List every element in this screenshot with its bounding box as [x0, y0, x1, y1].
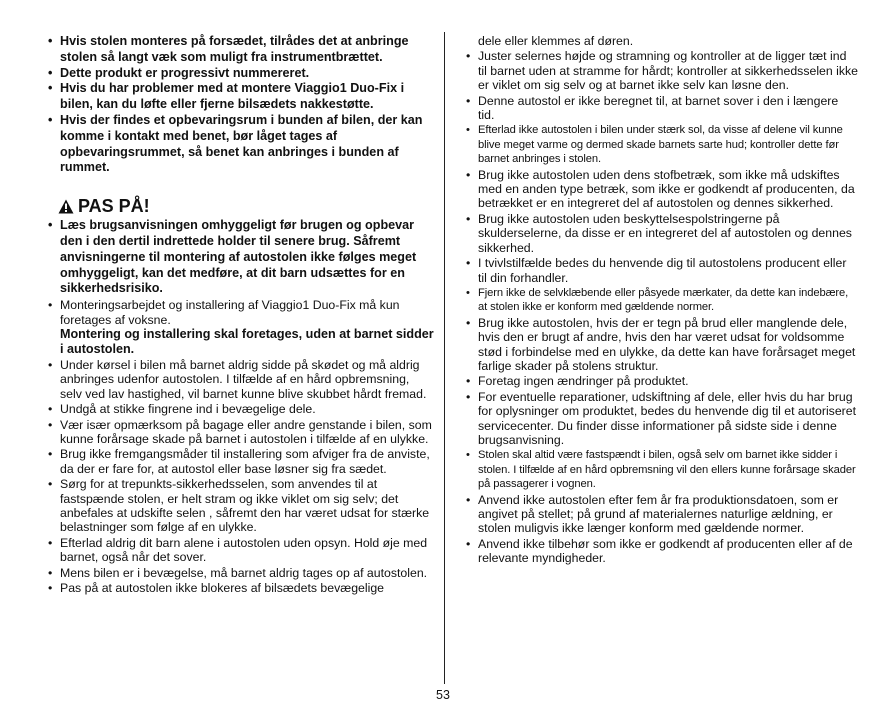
list-item: • Hvis du har problemer med at montere Viaggio1 Duo-Fix i bilen, kan du løfte eller fjerne bilsædets nakkestøtte. [48, 81, 434, 113]
right-list [466, 49, 858, 565]
list-item: • Anvend ikke autostolen efter fem år fra produktionsdatoen, som er angivet på stellet; på grund af materialernes naturlige ældning, er stolen muligvis ikke længer konform med gældende normer. [466, 493, 858, 536]
list-item: • Brug ikke autostolen uden beskyttelsespolstringerne på skulderselerne, da disse er en integreret del af autostolen og dennes sikkerhed. [466, 212, 858, 255]
list-item: • Stolen skal altid være fastspændt i bilen, også selv om barnet ikke sidder i stolen. I tilfælde af en hård opbremsning vil den ellers kunne forårsage skader på passagerer i vognen. [466, 448, 858, 491]
list-item [48, 298, 434, 357]
warning-title: PAS PÅ! [78, 196, 150, 217]
list-item: • Brug ikke fremgangsmåder til installering som afviger fra de anviste, da der er fare for, at autostol eller base løsner sig fra sædet. [48, 447, 434, 476]
list-item: • Juster selernes højde og stramning og kontroller at de ligger tæt ind til barnet uden at stramme for hårdt; kontroller at sikkerhedsselen ikke er viklet om sig selv og at barnet ikke selv kan løsne den. [466, 49, 858, 92]
page-number: 53 [436, 688, 450, 702]
warning-bold-text: Montering og installering skal foretages, uden at barnet sidder i autostolen. [60, 326, 434, 356]
list-item: • Hvis stolen monteres på forsædet, tilrådes det at anbringe stolen så langt væk som muligt fra instrumentbrættet. [48, 34, 434, 66]
list-item: • Brug ikke autostolen, hvis der er tegn på brud eller manglende dele, hvis den er brugt af andre, hvis den har været udsat for voldsomme stød i forbindelse med en ulykke, da dette kan have forårsaget meget farlige skader på stolens struktur. [466, 316, 858, 374]
list-item: • For eventuelle reparationer, udskiftning af dele, eller hvis du har brug for oplysninger om produktet, bedes du henvende dig til et autoriseret servicecenter. Du finder disse informationer på sidste side i denne brugsanvisning. [466, 390, 858, 448]
warning-triangle-icon [58, 199, 74, 214]
warning-heading [58, 196, 434, 216]
continued-text: dele eller klemmes af døren. [478, 34, 634, 48]
list-item: • Undgå at stikke fingrene ind i bevægelige dele. [48, 402, 434, 416]
column-divider [444, 32, 445, 684]
list-item: • Brug ikke autostolen uden dens stofbetræk, som ikke må udskiftes med en anden type betræk, som ikke er godkendt af producenten, da betrækket er en integreret del af autostolen og dennes sikkerhed. [466, 168, 858, 211]
list-item: • Fjern ikke de selvklæbende eller påsyede mærkater, da dette kan indebære, at stolen ikke er konform med gældende normer. [466, 286, 858, 315]
list-item: • Under kørsel i bilen må barnet aldrig sidde på skødet og må aldrig anbringes udenfor autostolen. I tilfælde af en hård opbremsning, selv ved lav hastighed, vil barnet kunne blive skubbet hårdt fremad. [48, 358, 434, 401]
left-column [48, 34, 434, 595]
list-item: • Anvend ikke tilbehør som ikke er godkendt af producenten eller af de relevante myndigheder. [466, 537, 858, 566]
list-item: • Denne autostol er ikke beregnet til, at barnet sover i den i længere tid. [466, 94, 858, 123]
warning-lead [48, 218, 434, 297]
list-item: • Vær især opmærksom på bagage eller andre genstande i bilen, som kunne forårsage skade på barnet i autostolen i tilfælde af en ulykke. [48, 418, 434, 447]
list-item: • Hvis der findes et opbevaringsrum i bunden af bilen, der kan komme i kontakt med benet, bør låget tages af opbevaringsrummet, så benet kan anbringes i bunden af rummet. [48, 113, 434, 176]
list-item: • Læs brugsanvisningen omhyggeligt før brugen og opbevar den i den dertil indrettede holder til senere brug. Såfremt anvisningerne til montering af autostolen ikke følges meget omhyggeligt, kan det medføre, at dit barn udsættes for en sikkerhedsrisiko. [48, 218, 434, 297]
list-item: • Dette produkt er progressivt nummereret. [48, 66, 434, 82]
right-column [466, 34, 858, 566]
list-item: • Sørg for at trepunkts-sikkerhedsselen, som anvendes til at fastspænde stolen, er helt stram og ikke viklet om sig selv; det anbefales at udskifte selen , såfremt den har været udsat for stærke belastninger som følge af en ulykke. [48, 477, 434, 535]
list-item: • Efterlad aldrig dit barn alene i autostolen uden opsyn. Hold øje med barnet, også når det sover. [48, 536, 434, 565]
intro-list [48, 34, 434, 176]
warning-list [48, 298, 434, 595]
list-item: • Foretag ingen ændringer på produktet. [466, 374, 858, 388]
warning-text: Monteringsarbejdet og installering af Viaggio1 Duo-Fix må kun foretages af voksne. [60, 298, 400, 327]
list-item: • Mens bilen er i bevægelse, må barnet aldrig tages op af autostolen. [48, 566, 434, 580]
list-item: • Efterlad ikke autostolen i bilen under stærk sol, da visse af delene vil kunne blive meget varme og dermed skade barnets sarte hud; kontroller dette før barnet anbringes i stolen. [466, 123, 858, 166]
list-item: • I tvivlstilfælde bedes du henvende dig til autostolens producent eller til din forhandler. [466, 256, 858, 285]
list-item: • Pas på at autostolen ikke blokeres af bilsædets bevægelige [48, 581, 434, 595]
